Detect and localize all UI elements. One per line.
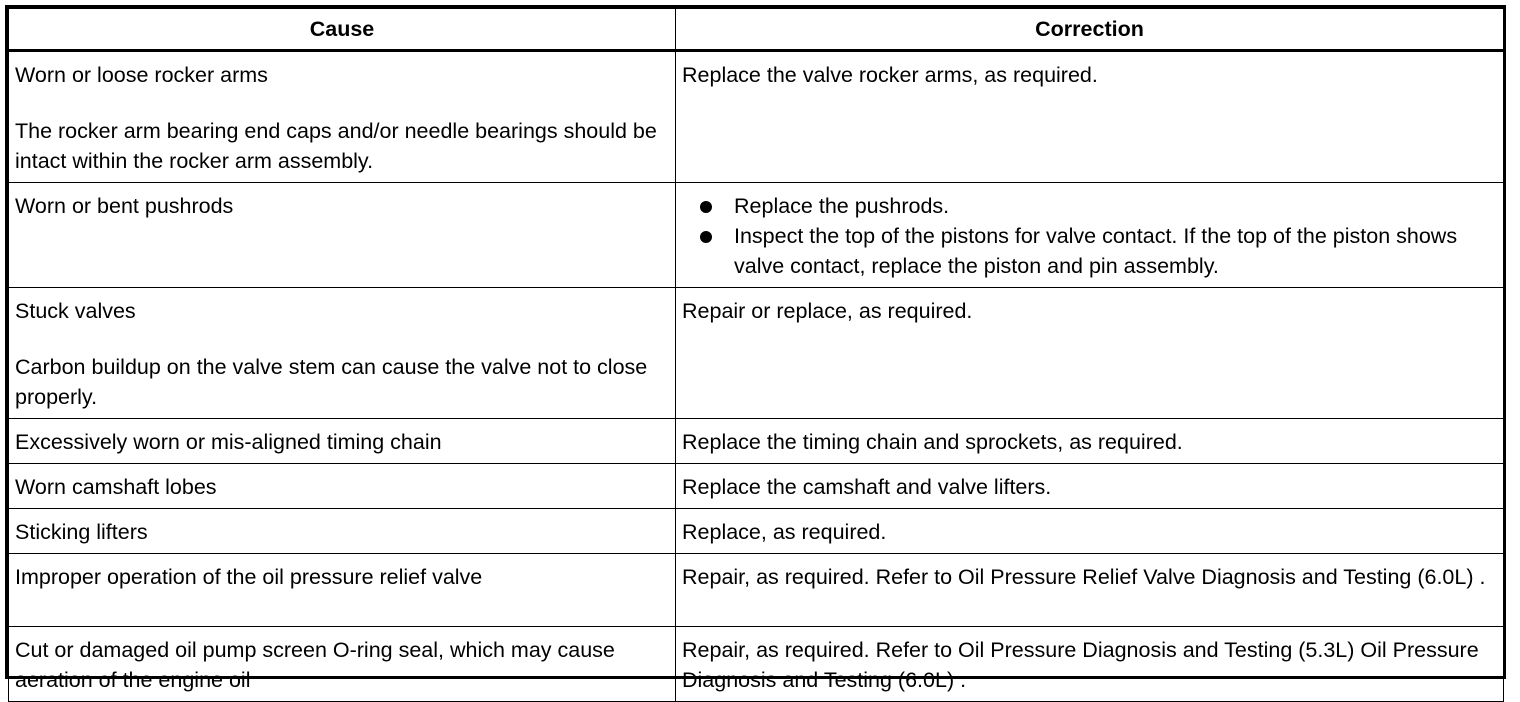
cause-cell <box>9 288 676 419</box>
cause-text: Cut or damaged oil pump screen O-ring seal, which may cause aeration of the engine oil <box>15 638 615 692</box>
cause-cell <box>9 183 676 288</box>
correction-cell <box>676 51 1504 183</box>
correction-text: Replace the valve rocker arms, as required. <box>682 63 1098 87</box>
table-row <box>9 183 1504 288</box>
correction-cell <box>676 509 1504 554</box>
cause-cell <box>9 464 676 509</box>
bullet-icon <box>700 201 712 213</box>
table-row <box>9 627 1504 702</box>
cause-cell <box>9 51 676 183</box>
correction-cell <box>676 554 1504 627</box>
correction-cell <box>676 419 1504 464</box>
diagnosis-table <box>8 8 1504 702</box>
correction-text: Repair or replace, as required. <box>682 299 973 323</box>
cause-text: Sticking lifters <box>15 520 148 544</box>
cause-text: Worn or loose rocker arms <box>15 63 268 87</box>
cause-text: Worn or bent pushrods <box>15 194 234 218</box>
correction-bullet-list <box>682 191 1498 281</box>
table-row <box>9 554 1504 627</box>
cause-cell <box>9 627 676 702</box>
cause-note: Carbon buildup on the valve stem can cause the valve not to close properly. <box>15 355 648 409</box>
correction-bullet-text: Inspect the top of the pistons for valve contact. If the top of the piston shows valve contact, replace the piston and pin assembly. <box>734 224 1458 278</box>
table-row <box>9 288 1504 419</box>
table-header-row <box>9 9 1504 51</box>
table-row <box>9 51 1504 183</box>
correction-cell <box>676 183 1504 288</box>
correction-cell <box>676 627 1504 702</box>
table-row <box>9 509 1504 554</box>
cause-cell <box>9 419 676 464</box>
cause-cell <box>9 554 676 627</box>
cause-cell <box>9 509 676 554</box>
correction-text: Repair, as required. Refer to Oil Pressure Diagnosis and Testing (5.3L) Oil Pressure Diagnosis and Testing (6.0L) . <box>682 638 1479 692</box>
correction-bullet <box>682 221 1498 281</box>
bullet-icon <box>700 231 712 243</box>
correction-text: Repair, as required. Refer to Oil Pressure Relief Valve Diagnosis and Testing (6.0L) . <box>682 565 1486 589</box>
correction-text: Replace the timing chain and sprockets, as required. <box>682 430 1183 454</box>
correction-cell <box>676 288 1504 419</box>
header-correction: Correction <box>676 9 1504 51</box>
correction-bullet-text: Replace the pushrods. <box>734 194 950 218</box>
cause-text: Excessively worn or mis-aligned timing chain <box>15 430 442 454</box>
correction-cell <box>676 464 1504 509</box>
cause-text: Stuck valves <box>15 299 136 323</box>
header-cause: Cause <box>9 9 676 51</box>
correction-text: Replace, as required. <box>682 520 887 544</box>
table-row <box>9 419 1504 464</box>
correction-bullet <box>682 191 1498 221</box>
cause-text: Improper operation of the oil pressure relief valve <box>15 565 483 589</box>
cause-note: The rocker arm bearing end caps and/or needle bearings should be intact within the rocker arm assembly. <box>15 119 657 173</box>
cause-text: Worn camshaft lobes <box>15 475 217 499</box>
diagnosis-table-frame <box>5 5 1506 692</box>
correction-text: Replace the camshaft and valve lifters. <box>682 475 1052 499</box>
table-row <box>9 464 1504 509</box>
